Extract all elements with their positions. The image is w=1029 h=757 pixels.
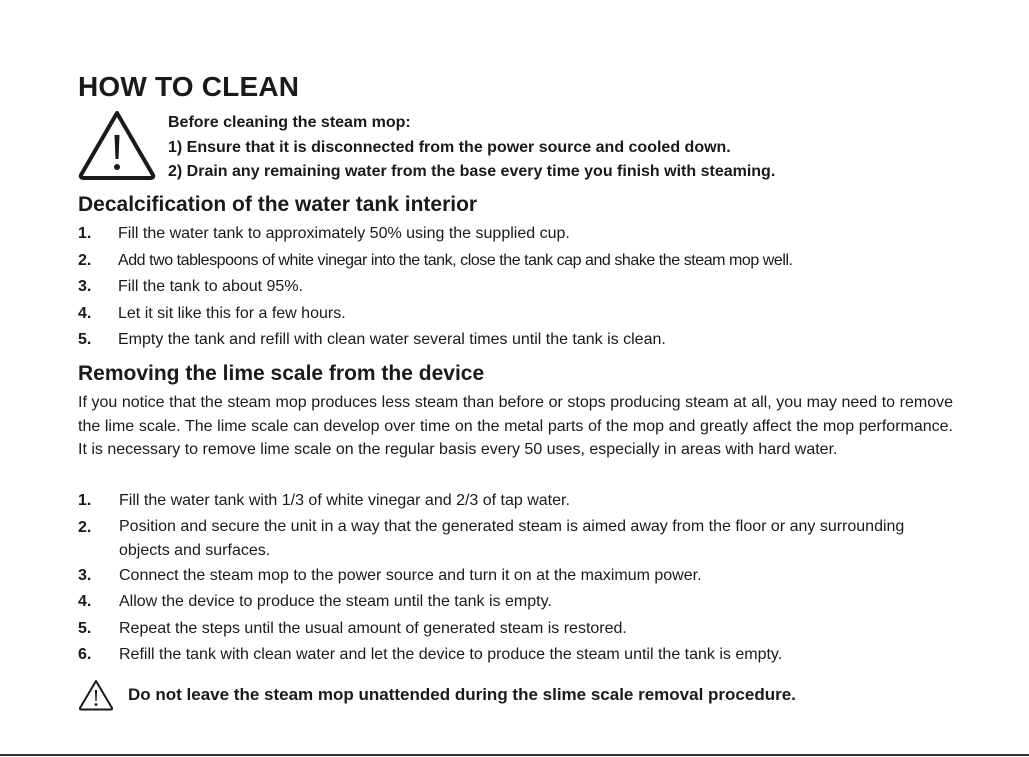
step-text: Connect the steam mop to the power source and turn it on at the maximum power.: [119, 566, 702, 584]
warning-triangle-icon: [78, 679, 114, 711]
step-text: Repeat the steps until the usual amount of generated steam is restored.: [119, 619, 627, 637]
decalcification-steps: [78, 221, 793, 354]
list-item: [78, 515, 953, 563]
page-divider: [0, 754, 1029, 756]
step-number: 2.: [78, 518, 92, 536]
list-item: [78, 301, 793, 328]
list-item: [78, 248, 793, 275]
lime-scale-steps: [78, 488, 953, 669]
warning-line: Before cleaning the steam mop:: [168, 114, 411, 131]
step-text: Refill the tank with clean water and let the device to produce the steam until the tank is empty.: [119, 646, 783, 663]
list-item: [78, 327, 793, 354]
step-text: Let it sit like this for a few hours.: [118, 304, 346, 322]
warning-notice: [168, 111, 775, 185]
step-number: 6.: [78, 646, 92, 663]
list-item: [78, 642, 953, 669]
list-item: [78, 616, 953, 643]
step-text: Fill the water tank to approximately 50% using the supplied cup.: [118, 225, 570, 242]
section-heading-lime-scale: Removing the lime scale from the device: [78, 362, 485, 385]
warning-line: 1) Ensure that it is disconnected from the power source and cooled down.: [168, 138, 731, 156]
page-title: HOW TO CLEAN: [78, 71, 300, 102]
step-text: Fill the water tank with 1/3 of white vinegar and 2/3 of tap water.: [119, 492, 570, 509]
step-number: 5.: [78, 619, 92, 637]
list-item: [78, 589, 953, 616]
list-item: [78, 563, 953, 590]
list-item: [78, 488, 953, 515]
lime-scale-paragraph: If you notice that the steam mop produces less steam than before or stops producing steam at all, you may need to remove the lime scale. The lime scale can develop over time on the metal parts of the mop and greatly affect the mop performance. It is necessary to remove lime scale on the regular basis every 50 uses, especially in areas with hard water.: [78, 394, 953, 458]
step-number: 1.: [78, 492, 92, 509]
step-number: 3.: [78, 566, 92, 584]
step-number: 1.: [78, 225, 92, 242]
warning-line: 2) Drain any remaining water from the base every time you finish with steaming.: [168, 163, 776, 180]
step-text: Position and secure the unit in a way that the generated steam is aimed away from the floor or any surrounding objects and surfaces.: [119, 517, 905, 559]
list-item: [78, 274, 793, 301]
bottom-warning-text: Do not leave the steam mop unattended during the slime scale removal procedure.: [128, 685, 796, 704]
step-number: 4.: [78, 593, 92, 610]
step-number: 4.: [78, 304, 92, 322]
step-number: 3.: [78, 278, 92, 295]
step-text: Empty the tank and refill with clean water several times until the tank is clean.: [118, 331, 666, 348]
step-number: 5.: [78, 331, 92, 348]
step-text: Allow the device to produce the steam until the tank is empty.: [119, 593, 552, 610]
section-heading-decalcification: Decalcification of the water tank interior: [78, 193, 478, 216]
bottom-warning: [78, 679, 796, 711]
step-text: Fill the tank to about 95%.: [118, 278, 303, 295]
warning-triangle-icon: [77, 109, 157, 181]
list-item: [78, 221, 793, 248]
step-text: Add two tablespoons of white vinegar into the tank, close the tank cap and shake the steam mop well.: [118, 251, 793, 269]
step-number: 2.: [78, 251, 92, 269]
